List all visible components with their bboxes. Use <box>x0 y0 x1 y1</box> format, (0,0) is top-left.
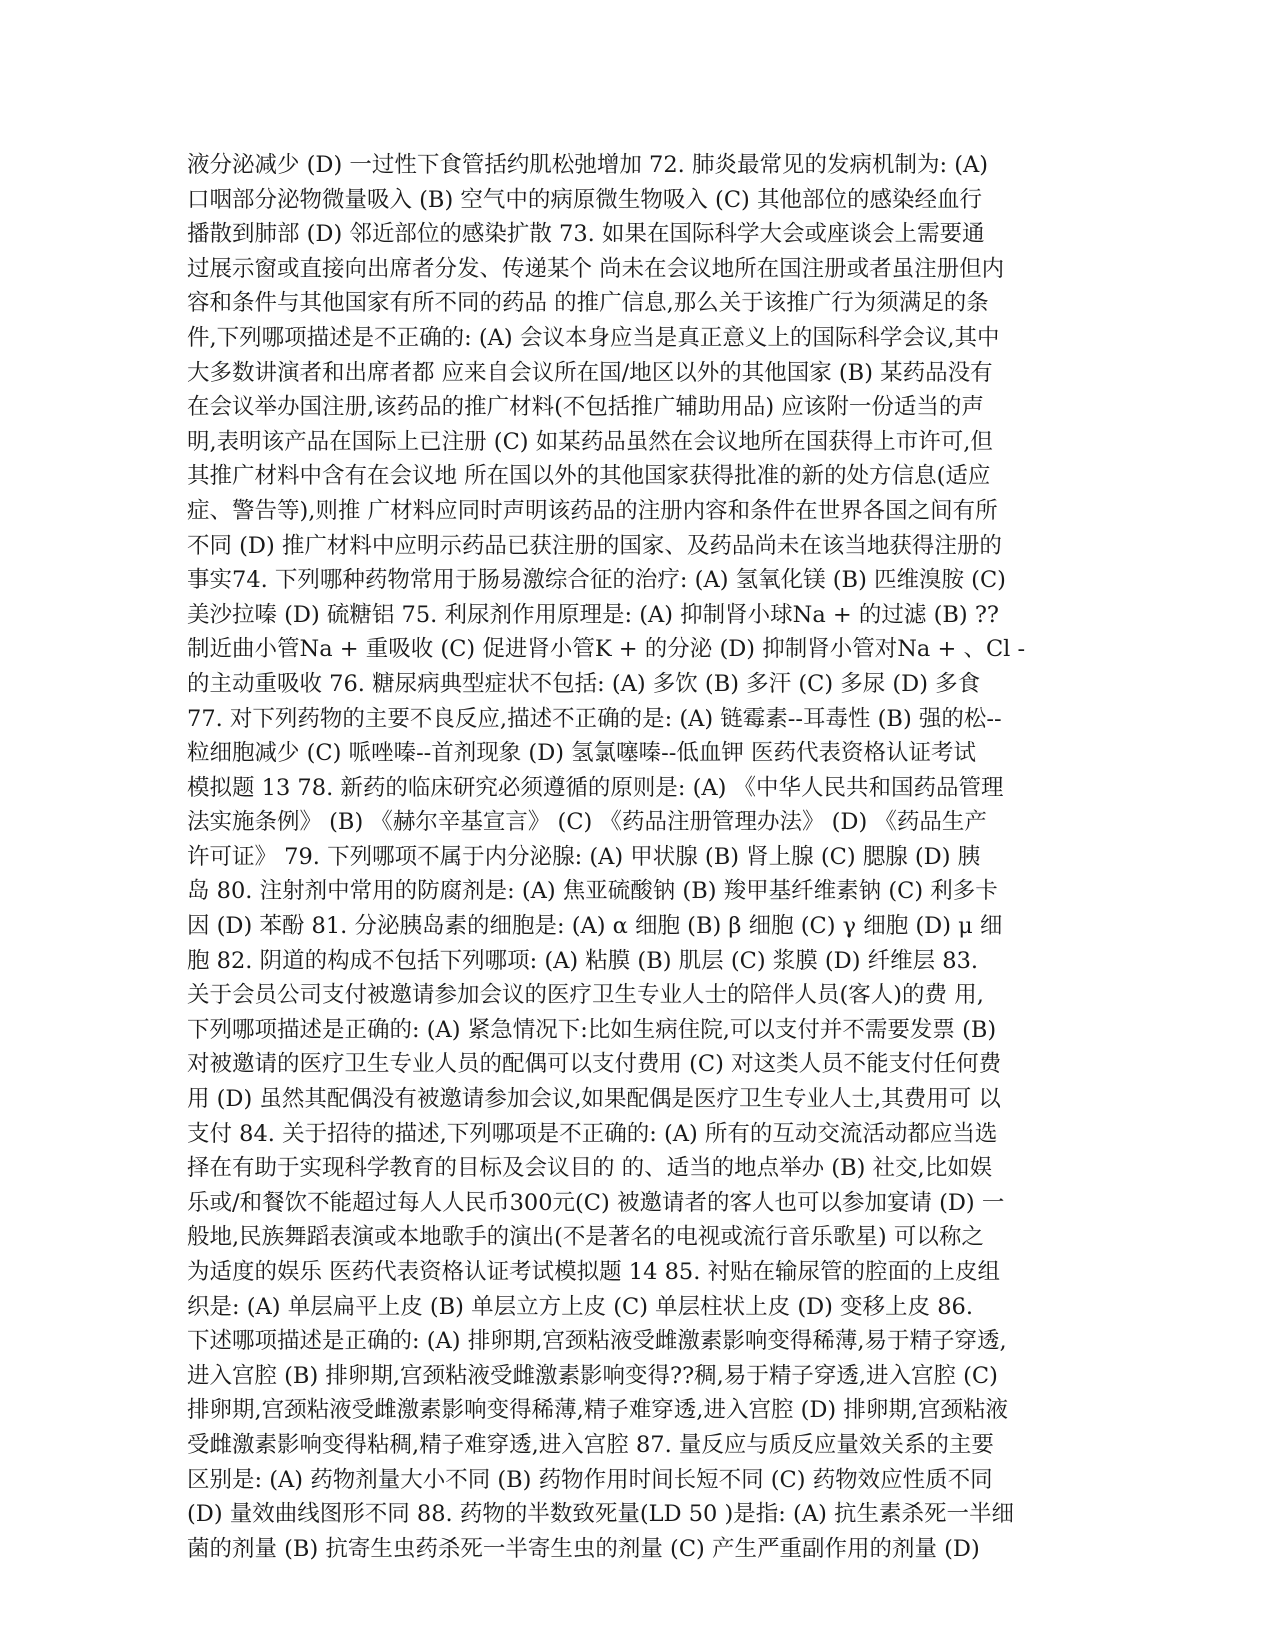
text-line: 菌的剂量 (B) 抗寄生虫药杀死一半寄生虫的剂量 (C) 产生严重副作用的剂量 (D) <box>187 1535 980 1562</box>
text-line: 下述哪项描述是正确的: (A) 排卵期,宫颈粘液受雌激素影响变得稀薄,易于精子穿透, <box>187 1328 1007 1355</box>
text-line: 支付 84. 关于招待的描述,下列哪项是不正确的: (A) 所有的互动交流活动都应当选 <box>187 1120 998 1147</box>
text-line: 粒细胞减少 (C) 哌唑嗪--首剂现象 (D) 氢氯噻嗪--低血钾 医药代表资格认证考试 <box>187 740 977 767</box>
text-line: 法实施条例》 (B) 《赫尔辛基宣言》 (C) 《药品注册管理办法》 (D) 《药品生产 <box>187 809 987 836</box>
text-line: 用 (D) 虽然其配偶没有被邀请参加会议,如果配偶是医疗卫生专业人士,其费用可 以 <box>187 1086 1001 1113</box>
document-body-text <box>187 148 1087 1566</box>
text-line: 乐或/和餐饮不能超过每人人民币300元(C) 被邀请者的客人也可以参加宴请 (D) 一 <box>187 1189 1005 1216</box>
text-line: 美沙拉嗪 (D) 硫糖铝 75. 利尿剂作用原理是: (A) 抑制肾小球Na + 的过滤 (B) ?? <box>187 601 999 628</box>
text-line: (D) 量效曲线图形不同 88. 药物的半数致死量(LD 50 )是指: (A) 抗生素杀死一半细 <box>187 1501 1014 1528</box>
text-line: 区别是: (A) 药物剂量大小不同 (B) 药物作用时间长短不同 (C) 药物效应性质不同 <box>187 1466 993 1493</box>
text-line: 在会议举办国注册,该药品的推广材料(不包括推广辅助用品) 应该附一份适当的声 <box>187 394 984 421</box>
text-line: 容和条件与其他国家有所不同的药品 的推广信息,那么关于该推广行为须满足的条 <box>187 290 989 317</box>
text-line: 的主动重吸收 76. 糖尿病典型症状不包括: (A) 多饮 (B) 多汗 (C) 多尿 (D) 多食 <box>187 670 981 697</box>
text-line: 般地,民族舞蹈表演或本地歌手的演出(不是著名的电视或流行音乐歌星) 可以称之 <box>187 1224 984 1251</box>
text-line: 液分泌减少 (D) 一过性下食管括约肌松弛增加 72. 肺炎最常见的发病机制为: (A) <box>187 152 989 178</box>
text-line: 受雌激素影响变得粘稠,精子难穿透,进入宫腔 87. 量反应与质反应量效关系的主要 <box>187 1431 994 1458</box>
text-line: 胞 82. 阴道的构成不包括下列哪项: (A) 粘膜 (B) 肌层 (C) 浆膜 (D) 纤维层 83. <box>187 947 979 974</box>
text-line: 事实74. 下列哪种药物常用于肠易激综合征的治疗: (A) 氢氧化镁 (B) 匹维溴胺 (C) <box>187 567 1006 594</box>
text-line: 模拟题 13 78. 新药的临床研究必须遵循的原则是: (A) 《中华人民共和国药品管理 <box>187 774 1004 801</box>
text-line: 制近曲小管Na + 重吸收 (C) 促进肾小管K + 的分泌 (D) 抑制肾小管对Na + 、Cl - <box>187 636 1026 663</box>
text-line: 为适度的娱乐 医药代表资格认证考试模拟题 14 85. 衬贴在输尿管的腔面的上皮组 <box>187 1259 1001 1285</box>
text-line: 件,下列哪项描述是不正确的: (A) 会议本身应当是真正意义上的国际科学会议,其中 <box>187 324 1000 351</box>
text-line: 进入宫腔 (B) 排卵期,宫颈粘液受雌激素影响变得??稠,易于精子穿透,进入宫腔 (C) <box>187 1362 998 1389</box>
text-line: 口咽部分泌物微量吸入 (B) 空气中的病原微生物吸入 (C) 其他部位的感染经血行 <box>187 186 982 213</box>
text-line: 大多数讲演者和出席者都 应来自会议所在国/地区以外的其他国家 (B) 某药品没有 <box>187 359 993 386</box>
text-line: 对被邀请的医疗卫生专业人员的配偶可以支付费用 (C) 对这类人员不能支付任何费 <box>187 1051 1002 1078</box>
text-line: 明,表明该产品在国际上已注册 (C) 如某药品虽然在会议地所在国获得上市许可,但 <box>187 428 993 455</box>
text-line: 排卵期,宫颈粘液受雌激素影响变得稀薄,精子难穿透,进入宫腔 (D) 排卵期,宫颈粘液 <box>187 1397 1009 1424</box>
text-line: 许可证》 79. 下列哪项不属于内分泌腺: (A) 甲状腺 (B) 肾上腺 (C) 腮腺 (D) 胰 <box>187 843 981 870</box>
text-line: 因 (D) 苯酚 81. 分泌胰岛素的细胞是: (A) α 细胞 (B) β 细胞 (C) γ 细胞 (D) μ 细 <box>187 913 1003 940</box>
text-line: 播散到肺部 (D) 邻近部位的感染扩散 73. 如果在国际科学大会或座谈会上需要通 <box>187 221 985 248</box>
text-line: 择在有助于实现科学教育的目标及会议目的 的、适当的地点举办 (B) 社交,比如娱 <box>187 1155 993 1182</box>
text-line: 过展示窗或直接向出席者分发、传递某个 尚未在会议地所在国注册或者虽注册但内 <box>187 255 1005 282</box>
text-line: 关于会员公司支付被邀请参加会议的医疗卫生专业人士的陪伴人员(客人)的费 用, <box>187 982 984 1009</box>
text-line: 症、警告等),则推 广材料应同时声明该药品的注册内容和条件在世界各国之间有所 <box>187 497 998 524</box>
text-line: 77. 对下列药物的主要不良反应,描述不正确的是: (A) 链霉素--耳毒性 (B) 强的松-- <box>187 705 1002 732</box>
text-line: 其推广材料中含有在会议地 所在国以外的其他国家获得批准的新的处方信息(适应 <box>187 463 991 490</box>
text-line: 下列哪项描述是正确的: (A) 紧急情况下:比如生病住院,可以支付并不需要发票 (B) <box>187 1016 997 1043</box>
text-line: 岛 80. 注射剂中常用的防腐剂是: (A) 焦亚硫酸钠 (B) 羧甲基纤维素钠 (C) 利多卡 <box>187 878 998 905</box>
text-line: 不同 (D) 推广材料中应明示药品已获注册的国家、及药品尚未在该当地获得注册的 <box>187 532 1002 559</box>
text-line: 织是: (A) 单层扁平上皮 (B) 单层立方上皮 (C) 单层柱状上皮 (D) 变移上皮 86. <box>187 1293 973 1320</box>
